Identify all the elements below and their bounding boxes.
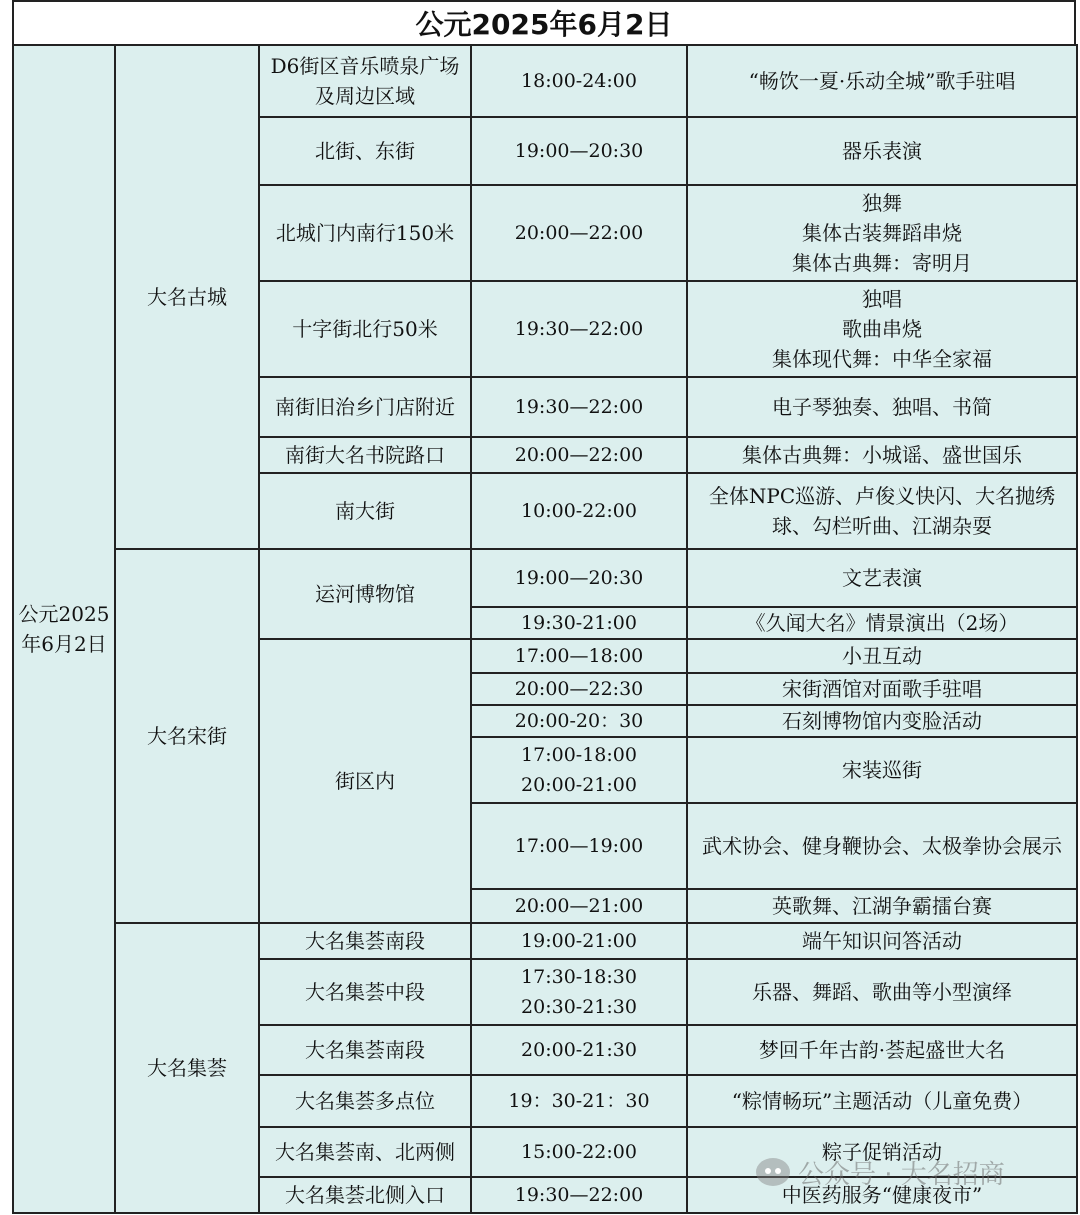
time-cell: 19:00-21:00 xyxy=(471,923,687,959)
time-cell: 19:30—22:00 xyxy=(471,377,687,437)
venue-cell: D6街区音乐喷泉广场及周边区域 xyxy=(259,45,471,117)
venue-cell: 南街旧治乡门店附近 xyxy=(259,377,471,437)
area-cell: 大名古城 xyxy=(115,45,259,549)
venue-cell: 运河博物馆 xyxy=(259,549,471,639)
table-row xyxy=(13,549,1077,607)
schedule-table xyxy=(12,44,1078,1214)
time-cell: 17:00-18:00 20:00-21:00 xyxy=(471,737,687,803)
venue-cell: 南街大名书院路口 xyxy=(259,437,471,473)
event-cell: 文艺表演 xyxy=(687,549,1077,607)
schedule-body xyxy=(13,45,1077,1213)
event-cell: 武术协会、健身鞭协会、太极拳协会展示 xyxy=(687,803,1077,889)
date-cell: 公元2025 年6月2日 xyxy=(13,45,115,1213)
event-cell: 端午知识问答活动 xyxy=(687,923,1077,959)
time-cell: 20:00—21:00 xyxy=(471,889,687,923)
venue-cell: 大名集荟中段 xyxy=(259,959,471,1025)
event-cell: 宋装巡街 xyxy=(687,737,1077,803)
watermark xyxy=(756,1152,1056,1192)
venue-cell: 大名集荟南、北两侧 xyxy=(259,1127,471,1177)
page-title: 公元2025年6月2日 xyxy=(12,0,1076,44)
venue-cell: 十字街北行50米 xyxy=(259,281,471,377)
time-cell: 17:00—18:00 xyxy=(471,639,687,673)
time-cell: 19:30—22:00 xyxy=(471,281,687,377)
venue-cell: 大名集荟北侧入口 xyxy=(259,1177,471,1213)
event-cell: 小丑互动 xyxy=(687,639,1077,673)
area-cell: 大名宋街 xyxy=(115,549,259,923)
time-cell: 20:00—22:00 xyxy=(471,185,687,281)
event-cell: 电子琴独奏、独唱、书简 xyxy=(687,377,1077,437)
time-cell: 10:00-22:00 xyxy=(471,473,687,549)
time-cell: 15:00-22:00 xyxy=(471,1127,687,1177)
time-cell: 18:00-24:00 xyxy=(471,45,687,117)
area-cell: 大名集荟 xyxy=(115,923,259,1213)
time-cell: 20:00—22:00 xyxy=(471,437,687,473)
event-cell: 《久闻大名》情景演出（2场） xyxy=(687,607,1077,639)
event-cell: “粽情畅玩”主题活动（儿童免费） xyxy=(687,1075,1077,1127)
event-cell: 全体NPC巡游、卢俊义快闪、大名抛绣球、勾栏听曲、江湖杂耍 xyxy=(687,473,1077,549)
venue-cell: 大名集荟多点位 xyxy=(259,1075,471,1127)
time-cell: 19:00—20:30 xyxy=(471,117,687,185)
event-cell: 器乐表演 xyxy=(687,117,1077,185)
event-cell: 石刻博物馆内变脸活动 xyxy=(687,705,1077,737)
event-cell: 独舞 集体古装舞蹈串烧 集体古典舞：寄明月 xyxy=(687,185,1077,281)
time-cell: 19:30-21:00 xyxy=(471,607,687,639)
event-cell: 独唱 歌曲串烧 集体现代舞：中华全家福 xyxy=(687,281,1077,377)
time-cell: 17:00—19:00 xyxy=(471,803,687,889)
venue-cell: 北街、东街 xyxy=(259,117,471,185)
venue-cell: 南大街 xyxy=(259,473,471,549)
wechat-icon xyxy=(756,1158,790,1186)
table-row xyxy=(13,45,1077,117)
venue-cell: 大名集荟南段 xyxy=(259,923,471,959)
venue-cell: 北城门内南行150米 xyxy=(259,185,471,281)
time-cell: 19:30—22:00 xyxy=(471,1177,687,1213)
watermark-text: 公众号 · 大名招商 xyxy=(798,1159,1005,1190)
venue-cell: 大名集荟南段 xyxy=(259,1025,471,1075)
event-cell: 集体古典舞：小城谣、盛世国乐 xyxy=(687,437,1077,473)
event-cell: 英歌舞、江湖争霸擂台赛 xyxy=(687,889,1077,923)
table-row xyxy=(13,923,1077,959)
event-cell: 宋街酒馆对面歌手驻唱 xyxy=(687,673,1077,705)
event-cell: “畅饮一夏·乐动全城”歌手驻唱 xyxy=(687,45,1077,117)
time-cell: 19：30-21：30 xyxy=(471,1075,687,1127)
time-cell: 17:30-18:30 20:30-21:30 xyxy=(471,959,687,1025)
time-cell: 20:00—22:30 xyxy=(471,673,687,705)
event-cell: 粽子促销活动 xyxy=(687,1127,1077,1177)
time-cell: 20:00-20：30 xyxy=(471,705,687,737)
event-cell: 乐器、舞蹈、歌曲等小型演绎 xyxy=(687,959,1077,1025)
venue-cell: 街区内 xyxy=(259,639,471,923)
time-cell: 19:00—20:30 xyxy=(471,549,687,607)
time-cell: 20:00-21:30 xyxy=(471,1025,687,1075)
event-cell: 中医药服务“健康夜市” xyxy=(687,1177,1077,1213)
event-cell: 梦回千年古韵·荟起盛世大名 xyxy=(687,1025,1077,1075)
